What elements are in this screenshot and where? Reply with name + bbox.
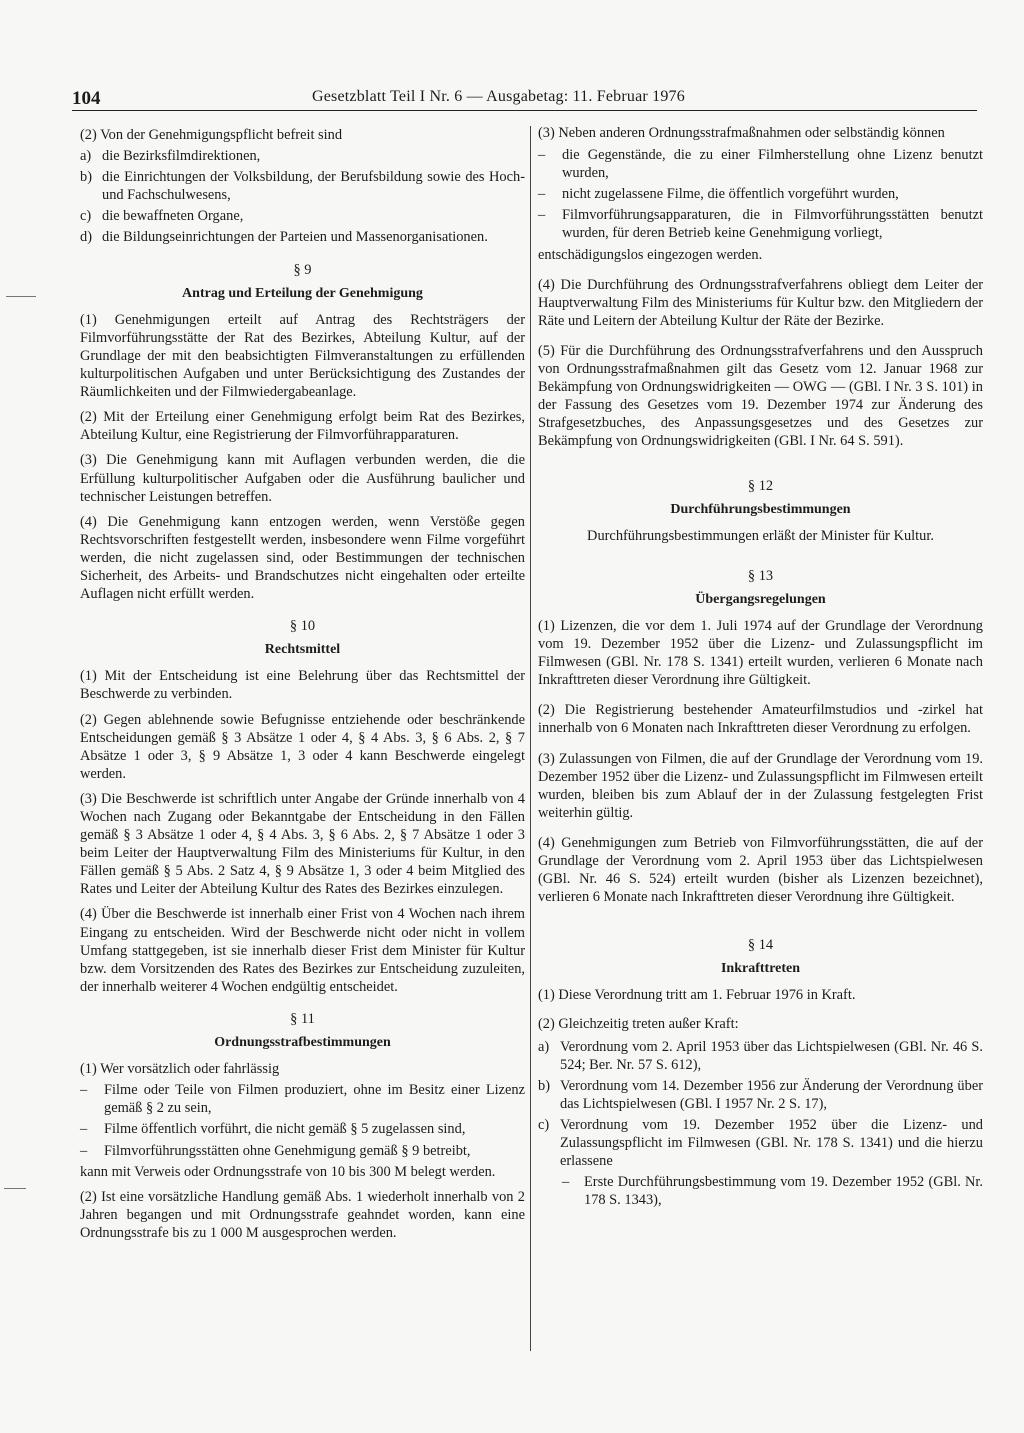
paragraph: (4) Die Durchführung des Ordnungsstrafverfahrens obliegt dem Leiter der Hauptverwaltung Film des Ministeriums für Kultur bzw. den Mitgliedern der Räte und Leitern der Abteilung Kultur der Räte der Bezirke. xyxy=(538,276,983,329)
dash-item: – die Gegenstände, die zu einer Filmherstellung ohne Lizenz benutzt wurden, xyxy=(538,147,983,182)
section-heading: Rechtsmittel xyxy=(264,642,341,658)
paragraph: Durchführungsbestimmungen erläßt der Minister für Kultur. xyxy=(587,527,934,544)
section-heading: Ordnungsstrafbestimmungen xyxy=(214,1035,391,1051)
paragraph: (4) Über die Beschwerde ist innerhalb einer Frist von 4 Wochen nach ihrem Eingang zu entscheiden. Wird der Beschwerde nicht oder nicht in vollem Umfang stattgegeben, ist sie innerhalb dieser Frist dem Minister für Kultur bzw. dem Vorsitzenden des Rates des Bezirkes zur Entscheidung zuzuleiten, der innerhalb weiterer 4 Wochen endgültig entscheidet. xyxy=(80,906,525,995)
section-heading: Durchführungsbestimmungen xyxy=(670,501,851,517)
page-header xyxy=(72,88,977,111)
gazette-title: Gesetzblatt Teil I Nr. 6 — Ausgabetag: 11. Februar 1976 xyxy=(312,88,685,105)
paragraph: (3) Die Genehmigung kann mit Auflagen verbunden werden, die die Erfüllung kulturpolitischer Aufgaben oder die Ausführung baulicher und technischer Leistungen betreffen. xyxy=(80,452,525,505)
section-number: § 9 xyxy=(293,261,312,278)
list-item: d) die Bildungseinrichtungen der Parteien und Massenorganisationen. xyxy=(80,229,488,246)
margin-mark xyxy=(6,296,36,297)
paragraph: kann mit Verweis oder Ordnungsstrafe von 10 bis 300 M belegt werden. xyxy=(80,1163,496,1180)
list-item: b) Verordnung vom 14. Dezember 1956 zur Änderung der Verordnung über das Lichtspielwesen (GBl. I 1957 Nr. 2 S. 17), xyxy=(538,1077,983,1112)
para-8-2-intro: (2) Von der Genehmigungspflicht befreit sind xyxy=(80,127,343,143)
section-number: § 13 xyxy=(747,567,774,584)
sub-dash-item: – Erste Durchführungsbestimmung vom 19. Dezember 1952 (GBl. Nr. 178 S. 1343), xyxy=(562,1174,983,1209)
section-heading: Antrag und Erteilung der Genehmigung xyxy=(182,285,423,301)
paragraph: (2) Mit der Erteilung einer Genehmigung erfolgt beim Rat des Bezirkes, Abteilung Kultur, eine Registrierung der Filmvorführapparaturen. xyxy=(80,409,525,444)
page-number: 104 xyxy=(72,88,101,109)
margin-mark xyxy=(4,1188,26,1189)
dash-item: – nicht zugelassene Filme, die öffentlich vorgeführt wurden, xyxy=(538,186,899,203)
section-heading: Inkrafttreten xyxy=(720,961,801,977)
left-column xyxy=(80,126,525,1249)
list-item: c) die bewaffneten Organe, xyxy=(80,208,244,225)
paragraph: (3) Zulassungen von Filmen, die auf der Grundlage der Verordnung vom 19. Dezember 1952 über die Lizenz- und Zulassungspflicht im Filmwesen erteilt wurden, bleiben bis zum Ablauf der in der Zulassung festgelegten Frist weiterhin gültig. xyxy=(538,750,983,821)
paragraph: (2) Ist eine vorsätzliche Handlung gemäß Abs. 1 wiederholt innerhalb von 2 Jahren begangen und mit Ordnungsstrafe geahndet worden, kann eine Ordnungsstrafe bis zu 1 000 M ausgesprochen werden. xyxy=(80,1188,525,1241)
section-number: § 10 xyxy=(289,618,316,635)
section-number: § 11 xyxy=(290,1010,315,1027)
dash-item: – Filme öffentlich vorführt, die nicht gemäß § 5 zugelassen sind, xyxy=(80,1121,466,1138)
dash-item: – Filme oder Teile von Filmen produziert, ohne im Besitz einer Lizenz gemäß § 2 zu sein, xyxy=(80,1082,525,1117)
paragraph: (1) Diese Verordnung tritt am 1. Februar 1976 in Kraft. xyxy=(538,987,856,1004)
paragraph: entschädigungslos eingezogen werden. xyxy=(538,246,763,263)
column-divider xyxy=(530,126,531,1351)
paragraph: (1) Lizenzen, die vor dem 1. Juli 1974 auf der Grundlage der Verordnung vom 19. Dezember 1952 über die Lizenz- und Zulassungspflicht im Filmwesen (GBl. Nr. 178 S. 1341) erteilt wurden, verlieren 6 Monate nach Inkrafttreten dieser Verordnung ihre Gültigkeit. xyxy=(538,617,983,689)
dash-item: – Filmvorführungsapparaturen, die in Filmvorführungsstätten benutzt wurden, für deren Betrieb keine Genehmigung vorliegt, xyxy=(538,207,983,242)
section-number: § 14 xyxy=(747,937,774,954)
paragraph: (2) Die Registrierung bestehender Amateurfilmstudios und -zirkel hat innerhalb von 6 Monaten nach Inkrafttreten dieser Verordnung zu erfolgen. xyxy=(538,702,983,737)
section-number: § 12 xyxy=(747,477,774,494)
list-item: a) Verordnung vom 2. April 1953 über das Lichtspielwesen (GBl. Nr. 46 S. 524; Ber. Nr. 57 S. 612), xyxy=(538,1038,983,1073)
section-heading: Übergangsregelungen xyxy=(695,591,826,607)
paragraph: (3) Die Beschwerde ist schriftlich unter Angabe der Gründe innerhalb von 4 Wochen nach Zugang oder Bekanntgabe der Entscheidung in den Fällen gemäß § 3 Absätze 1 oder 4, § 4 Abs. 3, § 6 Abs. 2, § 7 Absätze 1 oder 3 beim Leiter der Hauptverwaltung Film des Ministeriums für Kultur, in den Fällen gemäß § 5 Abs. 2 Satz 4, § 9 Absätze 1, 3 oder 4 beim Mitglied des Rates und Leiter der Abteilung Kultur des Rates des Bezirkes einzulegen. xyxy=(80,790,525,898)
paragraph: (3) Neben anderen Ordnungsstrafmaßnahmen oder selbständig können xyxy=(538,125,945,141)
paragraph: (2) Gleichzeitig treten außer Kraft: xyxy=(538,1015,739,1032)
list-item: a) die Bezirksfilmdirektionen, xyxy=(80,148,261,165)
paragraph: (4) Die Genehmigung kann entzogen werden, wenn Verstöße gegen Rechtsvorschriften festgestellt werden, insbesondere wenn Filme vorgeführt werden, die nicht zugelassen sind, oder Bestimmungen der technischen Sicherheit, des Arbeits- und Brandschutzes nicht eingehalten oder erteilte Auflagen nicht erfüllt werden. xyxy=(80,513,525,603)
paragraph: (5) Für die Durchführung des Ordnungsstrafverfahrens und den Ausspruch von Ordnungsstrafmaßnahmen gilt das Gesetz vom 12. Januar 1968 zur Bekämpfung von Ordnungswidrigkeiten — OWG — (GBl. I Nr. 3 S. 101) in der Fassung des Gesetzes vom 19. Dezember 1974 zur Änderung des Strafgesetzbuches, des Anpassungsgesetzes und des Gesetzes zur Bekämpfung von Ordnungswidrigkeiten (GBl. I Nr. 64 S. 591). xyxy=(538,342,983,450)
dash-item: – Filmvorführungsstätten ohne Genehmigung gemäß § 9 betreibt, xyxy=(80,1142,471,1159)
paragraph: (1) Wer vorsätzlich oder fahrlässig xyxy=(80,1061,280,1078)
paragraph: (1) Mit der Entscheidung ist eine Belehrung über das Rechtsmittel der Beschwerde zu verbinden. xyxy=(80,668,525,703)
list-item: c) Verordnung vom 19. Dezember 1952 über die Lizenz- und Zulassungspflicht im Filmwesen (GBl. Nr. 178 S. 1341) und die hierzu erlassene xyxy=(538,1117,983,1170)
paragraph: (2) Gegen ablehnende sowie Befugnisse entziehende oder beschränkende Entscheidungen gemäß § 3 Absätze 1 oder 4, § 4 Abs. 3, § 6 Abs. 2, § 7 Absätze 1 oder 3, § 9 Absätze 1, 3 oder 4 kann Beschwerde eingelegt werden. xyxy=(80,711,525,782)
list-item: b) die Einrichtungen der Volksbildung, der Berufsbildung sowie des Hoch- und Fachschulwesens, xyxy=(80,169,525,204)
right-column xyxy=(538,124,983,1210)
paragraph: (1) Genehmigungen erteilt auf Antrag des Rechtsträgers der Filmvorführungsstätte der Rat des Bezirkes, Abteilung Kultur, auf der Grundlage der mit den beabsichtigten Filmveranstaltungen zu erfüllenden kulturpolitischen Aufgaben und unter Berücksichtigung des Zustandes der Räumlichkeiten und der Filmwiedergabeanlage. xyxy=(80,311,525,401)
paragraph: (4) Genehmigungen zum Betrieb von Filmvorführungsstätten, die auf der Grundlage der Verordnung vom 2. April 1953 über das Lichtspielwesen (GBl. Nr. 46 S. 524) erteilt wurden (bisher als Lizenzen bezeichnet), verlieren 6 Monate nach Inkrafttreten dieser Verordnung ihre Gültigkeit. xyxy=(538,834,983,906)
